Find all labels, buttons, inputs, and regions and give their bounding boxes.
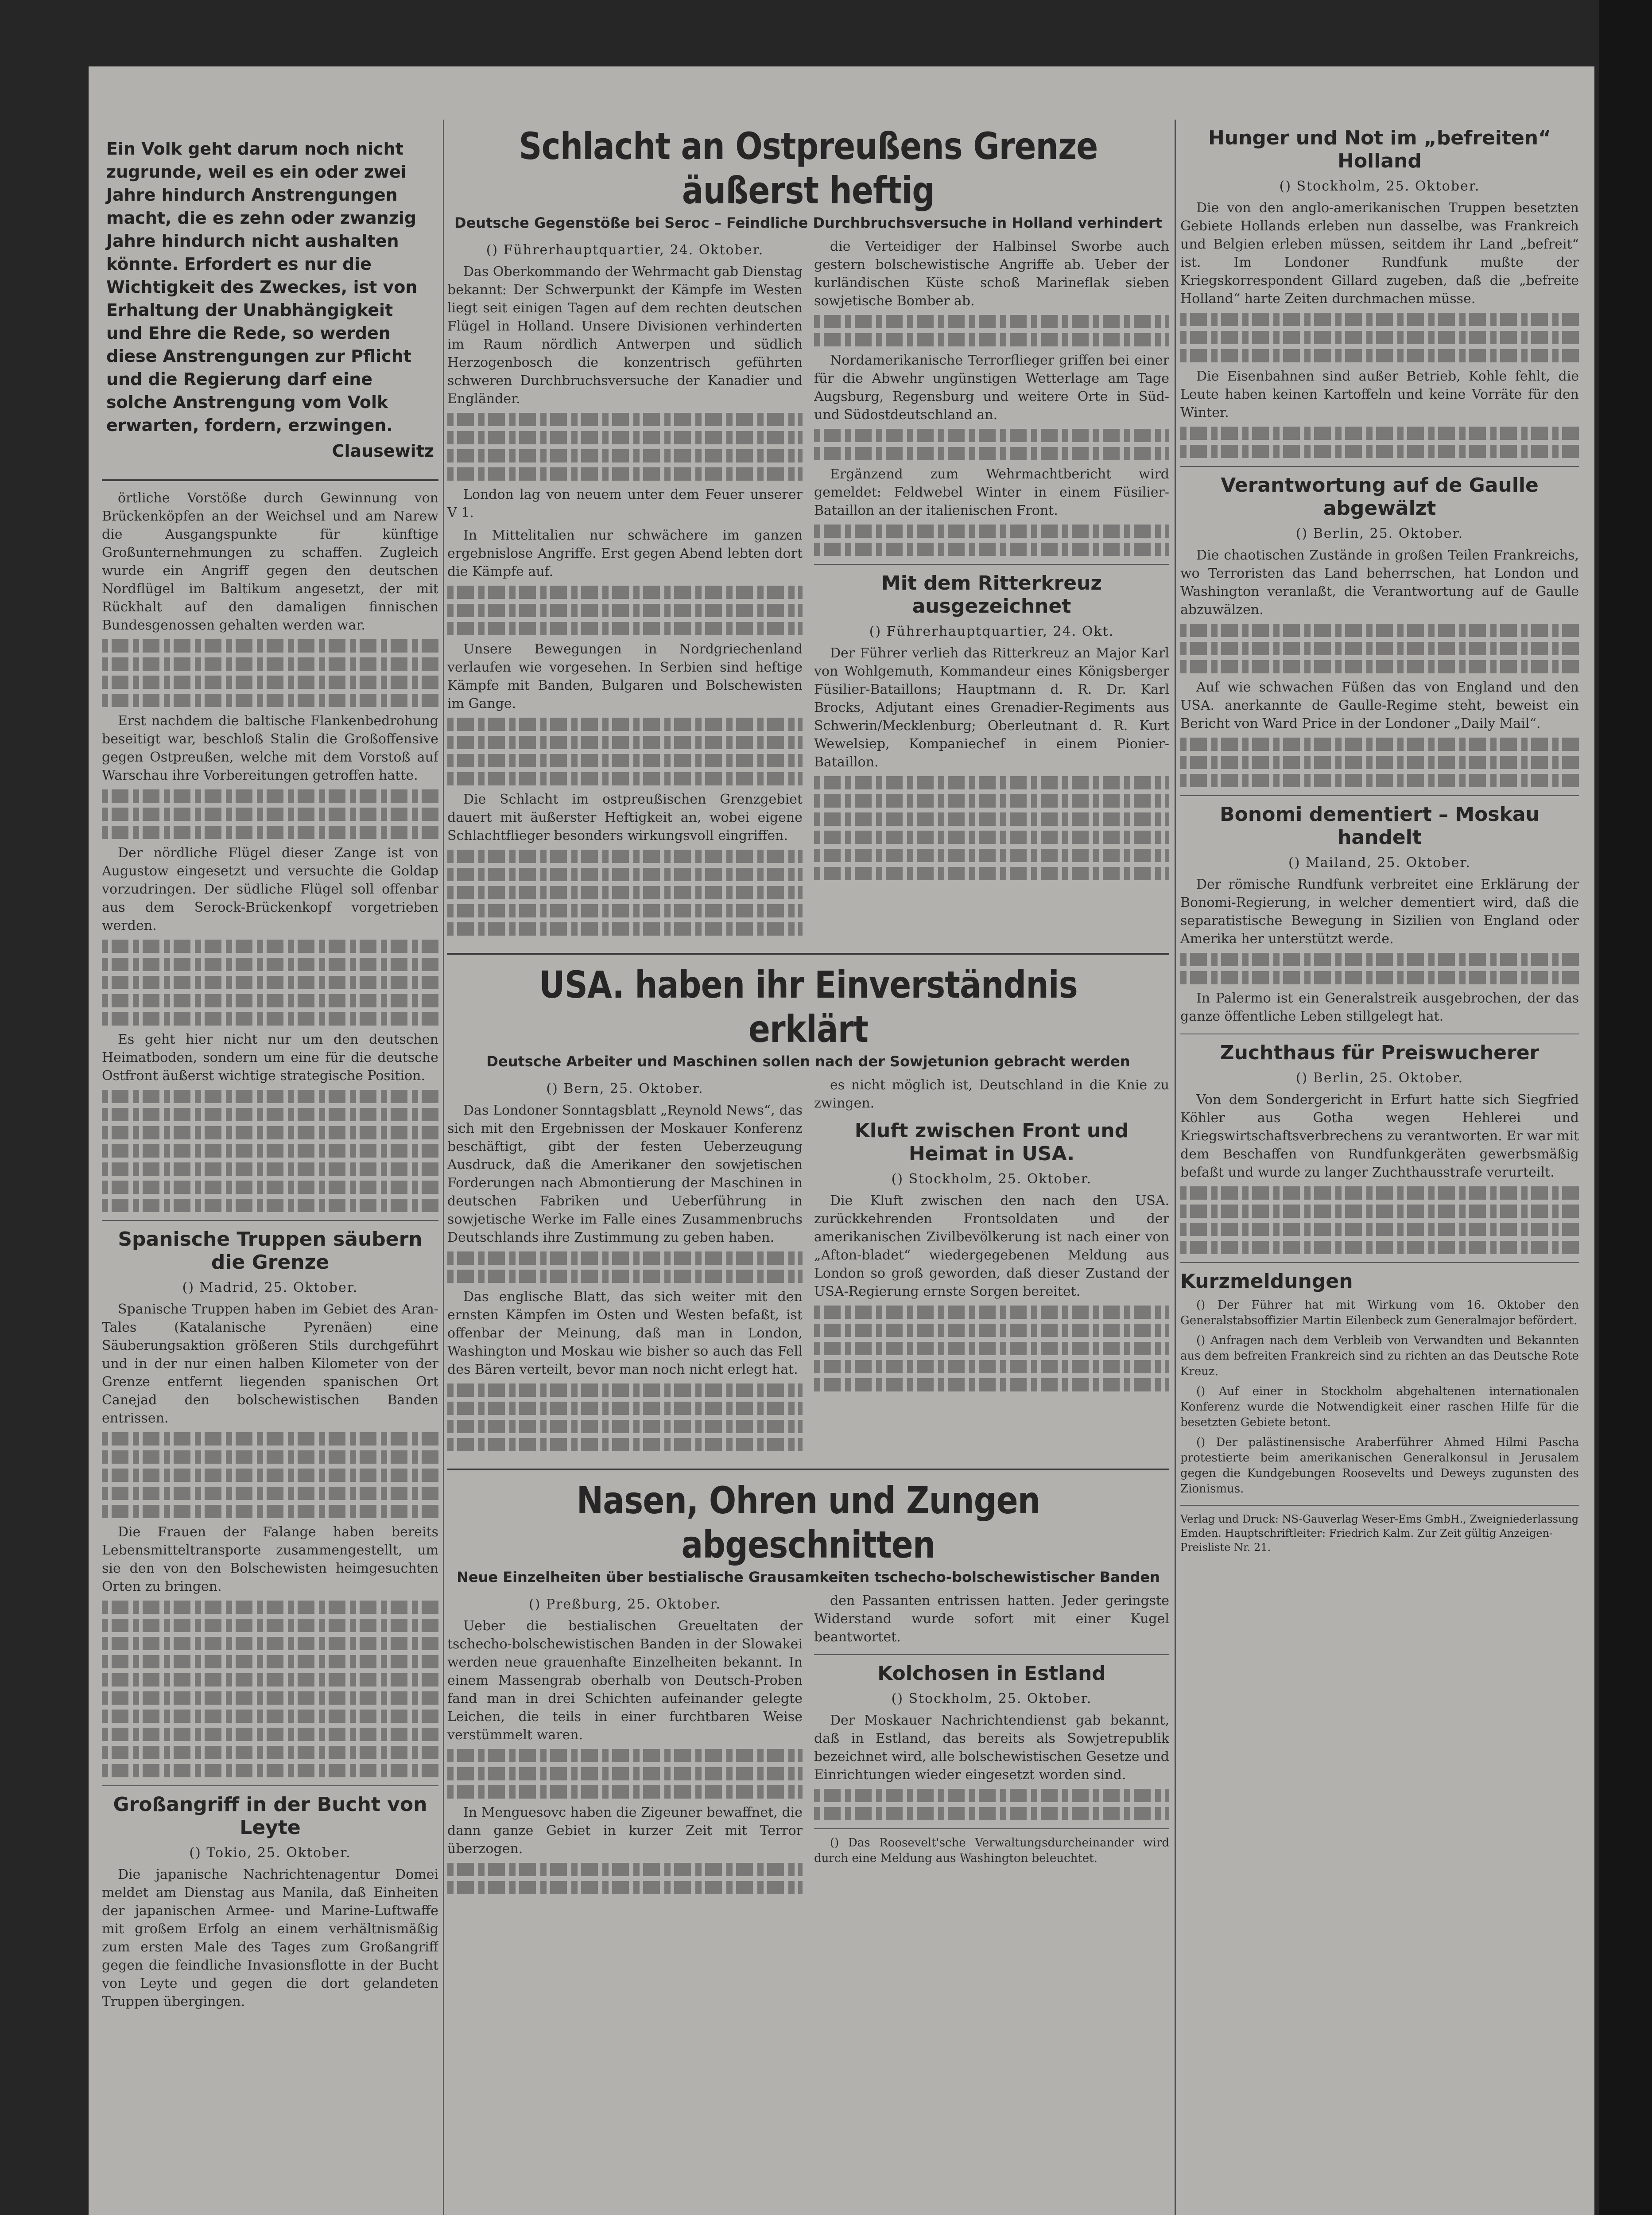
dateline: () Stockholm, 25. Oktober. [1279,179,1480,194]
text-line [447,413,803,426]
main-article [447,237,1169,940]
divider [447,1469,1169,1470]
column-rule [443,120,444,2215]
text-line [814,315,1169,328]
text-line [447,1383,803,1397]
article-text: Die Kluft zwischen den nach den USA. zurückkehrenden Frontsoldaten und der amerikanischen Zivilbevölkerung ist nach einer von „Afton-bladet“ wiedergegebenen Meldung aus London so groß geworden, daß dieser Zustand der USA-Regierung ernste Sorgen bereitet. [814,1193,1169,1299]
text-line [1180,971,1579,984]
text-line [1180,1186,1579,1200]
text-line [447,604,803,617]
article-text: () Der Führer hat mit Wirkung vom 16. Oktober den Generalstabsoffizier Martin Eilenbeck zum Generalmajor befördert. [1180,1298,1579,1327]
usa-deck: Deutsche Arbeiter und Maschinen sollen nach der Sowjetunion gebracht werden [486,1053,1130,1070]
text-line [447,1251,803,1265]
text-line [102,1655,438,1668]
text-line [1180,1205,1579,1218]
usa-article [447,1076,1169,1456]
text-line [102,1181,438,1194]
text-line [102,1487,438,1500]
headline-spain: Spanische Truppen säubern die Grenze [118,1228,423,1274]
headline-holland: Hunger und Not im „befreiten“ Holland [1208,127,1551,172]
text-line [447,718,803,731]
article-text: Spanische Truppen haben im Gebiet des Aran-Tales (Katalanische Pyrenäen) eine Säuberungsaktion größeren Stils durchgeführt und in der nur einen halben Kilometer von der Grenze entfernt liegenden spanischen Ort Canejad den bolschewistischen Banden entrissen. [102,1302,438,1426]
article-text: In Menguesovc haben die Zigeuner bewaffnet, die dann ganze Gebiet in kurzer Zeit mit Terror überzogen. [447,1805,803,1857]
text-line [102,1728,438,1741]
text-line [102,1601,438,1614]
dateline: () Berlin, 25. Oktober. [1295,526,1464,541]
text-line [1180,774,1579,787]
text-line [102,1691,438,1705]
text-line [1180,445,1579,458]
article-text: Die japanische Nachrichtenagentur Domei meldet am Dienstag aus Manila, daß Einheiten der japanischen Armee- und Marine-Luftwaffe mit großem Erfolg an einem verhältnismäßig zum ersten Male des Tages zum Großangriff gegen die feindliche Invasionsflotte in der Bucht von Leyte und gegen die dort gelandeten Truppen übergingen. [102,1867,438,2009]
text-line [102,1090,438,1103]
right-column [1180,120,1579,2215]
text-line [1180,1223,1579,1236]
headline-ritterkreuz: Mit dem Ritterkreuz ausgezeichnet [881,572,1102,618]
text-line [447,431,803,444]
text-line [1180,624,1579,637]
text-line [814,429,1169,442]
left-column [102,120,438,2215]
divider [102,1220,438,1221]
headline-leyte: Großangriff in der Bucht von Leyte [113,1793,427,1839]
article-text: Auf wie schwachen Füßen das von England und den USA. anerkannte de Gaulle-Regime steht, beweist ein Bericht von Ward Price in der Londoner „Daily Mail“. [1180,680,1579,731]
dateline: () Stockholm, 25. Oktober. [891,1691,1092,1706]
article-text: Erst nachdem die baltische Flankenbedrohung beseitigt war, beschloß Stalin die Großoffensive gegen Ostpreußen, welche mit dem Vorstoß auf Warschau ihre Vorbereitungen getroffen hatte. [102,713,438,783]
article-text: Der nördliche Flügel dieser Zange ist von Augustow eingesetzt und versuchte die Goldap vorzudringen. Der südliche Flügel soll offenbar aus dem Serock-Brückenkopf vorgetrieben werden. [102,845,438,933]
text-line [102,1746,438,1759]
divider [1180,1262,1579,1263]
text-line [447,1270,803,1283]
article-text: Die Frauen der Falange haben bereits Lebensmitteltransporte zusammengestellt, um sie den von den Bolschewisten heimgesuchten Orten zu bringen. [102,1524,438,1594]
dateline: () Berlin, 25. Oktober. [1295,1070,1464,1086]
text-line [447,850,803,863]
text-line [814,525,1169,538]
text-line [447,1881,803,1894]
article-text: Der Moskauer Nachrichtendienst gab bekannt, daß in Estland, das bereits als Sowjetrepublik bezeichnet wird, alle bolschewistischen Gesetze und Einrichtungen wieder eingesetzt worden sind. [814,1713,1169,1783]
text-line [814,1378,1169,1391]
text-line [447,922,803,936]
text-line [102,940,438,953]
text-line [102,976,438,989]
newspaper-page [89,66,1594,2215]
headline-kolchosen: Kolchosen in Estland [877,1662,1106,1685]
text-line [447,904,803,917]
text-line [814,867,1169,880]
text-line [447,1749,803,1762]
text-line [814,1324,1169,1337]
article-text: Die Schlacht im ostpreußischen Grenzgebiet dauert mit äußerster Heftigkeit an, wobei eigene Schlachtflieger besonders wirkungsvoll eingriffen. [447,792,803,843]
text-line [447,586,803,599]
text-line [447,868,803,881]
text-line [1180,756,1579,769]
text-line [102,958,438,971]
text-line [102,789,438,803]
dateline: () Führerhauptquartier, 24. Okt. [869,624,1114,639]
text-line [814,1306,1169,1319]
divider [814,1654,1169,1655]
divider [814,1828,1169,1829]
article-text: Nordamerikanische Terrorflieger griffen bei einer für die Abwehr ungünstigen Wetterlage am Tage Augsburg, Regensburg und weitere Orte in Süd- und Südostdeutschland an. [814,353,1169,423]
dateline: () Preßburg, 25. Oktober. [528,1597,721,1612]
text-line [447,1863,803,1876]
divider [1180,795,1579,796]
text-line [1180,1241,1579,1254]
text-line [102,1450,438,1464]
divider [102,1785,438,1786]
article-text: Unsere Bewegungen in Nordgriechenland verlaufen wie vorgesehen. In Serbien sind heftige Kämpfe mit Banden, Bulgaren und Bolschewisten im Gange. [447,641,803,711]
text-line [814,543,1169,556]
article-text: Das Londoner Sonntagsblatt „Reynold News“, das sich mit den Ergebnissen der Moskauer Konferenz beschäftigt, gibt der festen Ueberzeugung Ausdruck, daß die Amerikaner den sowjetischen Forderungen nach Abmontierung der Maschinen in deutschen Fabriken und Ueberführung in sowjetische Werke im Falle eines Zusammenbruchs Deutschlands ihre Zustimmung zu geben haben. [447,1103,803,1245]
article-text: es nicht möglich ist, Deutschland in die Knie zu zwingen. [814,1077,1169,1111]
text-line [814,849,1169,862]
divider [447,953,1169,955]
text-line [814,1807,1169,1820]
text-line [814,447,1169,460]
dateline: () Mailand, 25. Oktober. [1288,855,1471,870]
text-line [102,1637,438,1650]
article-text: Das englische Blatt, das sich weiter mit den ernsten Kämpfen im Osten und Westen befaßt, ist offenbar der Meinung, daß man in London, Washington und Moskau wie bisher so auch das Fell des Bären verteilt, bevor man noch nicht erlegt hat. [447,1289,803,1377]
text-line [102,1505,438,1518]
text-line [102,1469,438,1482]
text-line [102,1710,438,1723]
text-line [814,776,1169,789]
text-line [102,1199,438,1212]
text-line [447,622,803,635]
text-line [447,1785,803,1799]
headline-de-gaulle: Verantwortung auf de Gaulle abgewälzt [1221,474,1539,520]
text-line [102,1012,438,1026]
article-text: Die Eisenbahnen sind außer Betrieb, Kohle fehlt, die Leute haben keinen Kartoffeln und keine Vorräte für den Winter. [1180,369,1579,420]
text-line [102,694,438,707]
article-text: Das Oberkommando der Wehrmacht gab Dienstag bekannt: Der Schwerpunkt der Kämpfe im Westen liegt seit einigen Tagen auf dem rechten deutschen Flügel in Holland. Unsere Divisionen verhinderten im Raum nördlich Antwerpen und südlich Herzogenbosch die konzentrisch geführten schweren Durchbruchsversuche der Kanadier und Engländer. [447,264,803,407]
text-line [814,831,1169,844]
quote-author: Clausewitz [332,441,434,461]
dateline: () Stockholm, 25. Oktober. [891,1171,1092,1187]
text-line [814,812,1169,826]
text-line [447,754,803,767]
text-line [1180,660,1579,673]
column-rule [1175,120,1176,2215]
text-line [102,1619,438,1632]
text-line [447,736,803,749]
divider [814,564,1169,565]
article-text: den Passanten entrissen hatten. Jeder geringste Widerstand wurde sofort mit einer Kugel beantwortet. [814,1593,1169,1645]
text-line [102,657,438,671]
nasen-headline: Nasen, Ohren und Zungen abgeschnitten [576,1479,1040,1566]
quote-text: Ein Volk geht darum noch nicht zugrunde, weil es ein oder zwei Jahre hindurch Anstrengungen macht, die es zehn oder zwanzig Jahre hindurch nicht aushalten könnte. Erfordert es nur die Wichtigkeit des Zweckes, ist von Erhaltung der Unabhängigkeit und Ehre die Rede, so werden diese Anstrengungen zur Pflicht und die Regierung darf eine solche Anstrengung vom Volk erwarten, fordern, erzwingen. [106,139,418,435]
text-line [447,1767,803,1780]
dateline: () Madrid, 25. Oktober. [182,1280,358,1295]
main-headline: Schlacht an Ostpreußens Grenze äußerst heftig [519,124,1098,212]
headline-bonomi: Bonomi dementiert – Moskau handelt [1220,803,1540,849]
dateline: () Bern, 25. Oktober. [546,1081,704,1096]
text-line [814,333,1169,346]
article-text: Die chaotischen Zustände in großen Teilen Frankreichs, wo Terroristen das Land beherrschen, hat London und Washington veranlaßt, die Verantwortung auf de Gaulle abzuwälzen. [1180,548,1579,618]
scan-edge [1599,0,1652,2215]
text-line [447,1438,803,1451]
article-text: örtliche Vorstöße durch Gewinnung von Brückenköpfen an der Weichsel und am Narew die Ausgangspunkte für künftige Großunternehmungen zu schaffen. Zugleich wurde ein Angriff gegen den deutschen Nordflügel im Baltikum angesetzt, der mit Rückhalt auf den damaligen finnischen Bundesgenossen gehalten werden war. [102,490,438,633]
article-text: Die von den anglo-amerikanischen Truppen besetzten Gebiete Hollands erleben nun dasselbe, was Frankreich und Belgien erleben müssen, seitdem ihr Land „befreit“ ist. Im Londoner Rundfunk mußte der Kriegskorrespondent Gillard zugeben, daß die „befreite Holland“ harte Zeiten durchmachen müsse. [1180,200,1579,307]
text-line [814,794,1169,808]
nasen-article [447,1592,1169,1899]
text-line [814,1342,1169,1355]
text-line [1180,331,1579,344]
article-text: () Das Roosevelt'sche Verwaltungsdurcheinander wird durch eine Meldung aus Washington beleuchtet. [814,1836,1169,1865]
nasen-deck: Neue Einzelheiten über bestialische Grausamkeiten tschecho-bolschewistischer Banden [457,1569,1160,1585]
text-line [1180,953,1579,966]
text-line [814,1360,1169,1373]
text-line [102,1432,438,1446]
text-line [1180,427,1579,440]
text-line [102,1144,438,1158]
text-line [447,1420,803,1433]
text-line [102,1126,438,1139]
text-line [102,808,438,821]
text-line [1180,349,1579,362]
text-line [814,1789,1169,1802]
text-line [447,467,803,481]
text-line [102,994,438,1007]
text-line [447,1402,803,1415]
article-text: London lag von neuem unter dem Feuer unserer V 1. [447,487,803,521]
article-text: Von dem Sondergericht in Erfurt hatte sich Siegfried Köhler aus Gotha wegen Hehlerei und Kriegswirtschaftsverbrechens zu verantworten. Er war mit dem Beschaffen von Rundfunkgeräten gewerbsmäßig befaßt und wurde zu langer Zuchthausstrafe verurteilt. [1180,1092,1579,1180]
article-text: Ueber die bestialischen Greueltaten der tschecho-bolschewistischen Banden in der Slowakei werden neue grauenhafte Einzelheiten bekannt. In einem Massengrab oberhalb von Deutsch-Proben fand man in drei Schichten aufeinander gelegte Leichen, die teils in einer furchtbaren Weise verstümmelt waren. [447,1618,803,1743]
text-line [1180,738,1579,751]
dateline: () Führerhauptquartier, 24. Oktober. [486,242,764,258]
article-text: Es geht hier nicht nur um den deutschen Heimatboden, sondern um eine für die deutsche Ostfront äußerst wichtige strategische Position. [102,1032,438,1084]
text-line [102,639,438,653]
divider [1180,466,1579,467]
headline-kurzmeldungen: Kurzmeldungen [1180,1270,1353,1293]
article-text: Der römische Rundfunk verbreitet eine Erklärung der Bonomi-Regierung, in welcher dementiert wird, daß die separatistische Bewegung in Sizilien von England oder Amerika her unterstützt werde. [1180,877,1579,947]
article-text: () Anfragen nach dem Verbleib von Verwandten und Bekannten aus dem befreiten Frankreich sind zu richten an das Deutsche Rote Kreuz. [1180,1334,1579,1378]
article-text: In Palermo ist ein Generalstreik ausgebrochen, der das ganze öffentliche Leben stillgelegt hat. [1180,991,1579,1024]
headline-zuchthaus: Zuchthaus für Preiswucherer [1220,1041,1540,1064]
article-text: Ergänzend zum Wehrmachtbericht wird gemeldet: Feldwebel Winter in einem Füsilier-Bataillon an der italienischen Front. [814,466,1169,518]
headline-kluft: Kluft zwischen Front und Heimat in USA. [854,1119,1129,1165]
text-line [102,1673,438,1687]
article-text: () Auf einer in Stockholm abgehaltenen internationalen Konferenz wurde die Notwendigkeit einer raschen Hilfe für die besetzten Gebiete betont. [1180,1385,1579,1429]
text-line [102,676,438,689]
clausewitz-quote [102,120,438,467]
center-column [447,120,1169,2215]
text-line [102,1162,438,1176]
article-text: Der Führer verlieh das Ritterkreuz an Major Karl von Wohlgemuth, Kommandeur eines Königsberger Füsilier-Bataillons; Hauptmann d. R. Dr. Karl Brocks, Adjutant eines Grenadier-Regiments aus Schwerin/Mecklenburg; Oberleutnant d. R. Kurt Wewelsiep, Kompaniechef in einem Pionier-Bataillon. [814,645,1169,770]
text-line [1180,642,1579,655]
text-line [102,1108,438,1121]
usa-headline: USA. haben ihr Einverständnis erklärt [539,963,1078,1051]
article-text: In Mittelitalien nur schwächere im ganzen ergebnislose Angriffe. Erst gegen Abend lebten dort die Kämpfe auf. [447,528,803,579]
divider [102,479,438,481]
article-text: die Verteidiger der Halbinsel Sworbe auch gestern bolschewistische Angriffe ab. Ueber der kurländischen Küste schoß Marineflak sieben sowjetische Bomber ab. [814,239,1169,309]
article-text: () Der palästinensische Araberführer Ahmed Hilmi Pascha protestierte beim amerikanischen Generalkonsul in Jerusalem gegen die Kundgebungen Roosevelts und Deweys zugunsten des Zionismus. [1180,1436,1579,1496]
text-line [1180,313,1579,326]
text-line [447,772,803,785]
dateline: () Tokio, 25. Oktober. [189,1845,351,1861]
text-line [447,449,803,462]
divider [1180,1505,1579,1506]
text-line [102,826,438,839]
text-line [447,886,803,899]
impressum: Verlag und Druck: NS-Gauverlag Weser-Ems GmbH., Zweigniederlassung Emden. Hauptschriftleiter: Friedrich Kalm. Zur Zeit gültig Anzeigen-Preisliste Nr. 21. [1180,1513,1579,1554]
text-line [102,1764,438,1777]
main-deck: Deutsche Gegenstöße bei Seroc – Feindliche Durchbruchsversuche in Holland verhindert [454,214,1162,231]
